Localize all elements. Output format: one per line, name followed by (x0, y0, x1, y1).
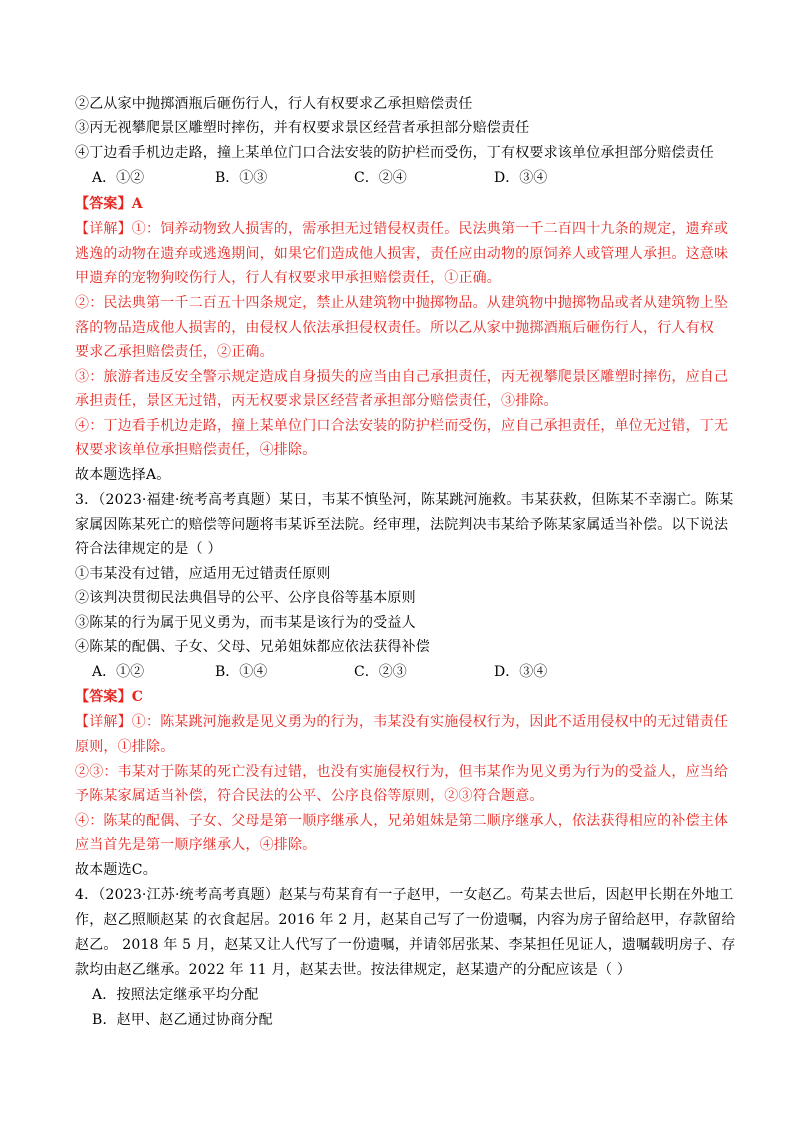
q3-analysis-line: 予陈某家属适当补偿，符合民法的公平、公序良俗等原则，②③符合题意。 (75, 788, 544, 804)
q2-analysis-line: 权要求该单位承担赔偿责任，④排除。 (75, 442, 317, 458)
q2-option-b: B．①③ (215, 170, 268, 186)
q3-option-b: B．①④ (215, 664, 268, 680)
q2-analysis-line: 落的物品造成他人损害的，由侵权人依法承担侵权责任。所以乙从家中抛掷酒瓶后砸伤行人，行人有权 (75, 320, 714, 336)
q4-stem-line: 款均由赵乙继承。2022 年 11 月，赵某去世。按法律规定，赵某遗产的分配应该是（ ） (75, 962, 632, 978)
q2-option-c: C．②④ (354, 170, 407, 186)
q4-option-a: A．按照法定继承平均分配 (92, 987, 259, 1003)
q3-item-3: ③陈某的行为属于见义勇为，而韦某是该行为的受益人 (75, 615, 416, 631)
q2-item-3: ③丙无视攀爬景区雕塑时摔伤，并有权要求景区经营者承担部分赔偿责任 (75, 120, 530, 136)
q4-stem-line: 赵乙。 2018 年 5 月，赵某又让人代写了一份遗嘱，并请邻居张某、李某担任见证人，遗嘱载明房子、存 (75, 937, 736, 953)
q2-analysis-line: 逃逸的动物在遗弃或逃逸期间，如果它们造成他人损害，责任应由动物的原饲养人或管理人承担。这意味 (75, 246, 729, 262)
q3-item-4: ④陈某的配偶、子女、父母、兄弟姐妹都应依法获得补偿 (75, 639, 430, 655)
q2-analysis-line: ②：民法典第一千二百五十四条规定，禁止从建筑物中抛掷物品。从建筑物中抛掷物品或者从建筑物上坠 (75, 295, 729, 311)
q3-item-2: ②该判决贯彻民法典倡导的公平、公序良俗等基本原则 (75, 590, 416, 606)
q3-stem-line: 3．（2023·福建·统考高考真题）某日，韦某不慎坠河，陈某跳河施救。韦某获救，但陈某不幸溺亡。陈某 (75, 492, 734, 508)
q2-conclusion: 故本题选择A。 (75, 467, 171, 483)
q2-item-2: ②乙从家中抛掷酒瓶后砸伤行人，行人有权要求乙承担赔偿责任 (75, 96, 473, 112)
q3-analysis-line: 应当首先是第一顺序继承人，④排除。 (75, 837, 317, 853)
q2-analysis-line: 甲遗弃的宠物狗咬伤行人，行人有权要求甲承担赔偿责任，①正确。 (75, 270, 501, 286)
q4-stem-line: 4．（2023·江苏·统考高考真题）赵某与苟某育有一子赵甲，一女赵乙。苟某去世后，因赵甲长期在外地工 (75, 887, 734, 903)
q4-stem-line: 作，赵乙照顺赵某 的衣食起居。2016 年 2 月，赵某自己写了一份遗嘱，内容为房子留给赵甲，存款留给 (75, 912, 736, 928)
q2-option-a: A．①② (92, 170, 145, 186)
q2-analysis-line: 承担责任，景区无过错，丙无权要求景区经营者承担部分赔偿责任，③排除。 (75, 393, 558, 409)
q2-analysis-line: ④：丁边看手机边走路，撞上某单位门口合法安装的防护栏而受伤，应自己承担责任，单位无过错，丁无 (75, 418, 729, 434)
q3-item-1: ①韦某没有过错，应适用无过错责任原则 (75, 566, 331, 582)
q3-analysis-line: ④：陈某的配偶、子女、父母是第一顺序继承人，兄弟姐妹是第二顺序继承人，依法获得相应的补偿主体 (75, 813, 729, 829)
q3-conclusion: 故本题选C。 (75, 862, 157, 878)
q3-option-d: D．③④ (494, 664, 548, 680)
q2-item-4: ④丁边看手机边走路，撞上某单位门口合法安装的防护栏而受伤，丁有权要求该单位承担部分赔偿责任 (75, 145, 714, 161)
q2-option-d: D．③④ (494, 170, 548, 186)
q3-option-a: A．①② (92, 664, 145, 680)
q3-analysis-line: 【详解】①：陈某跳河施救是见义勇为的行为，韦某没有实施侵权行为，因此不适用侵权中的无过错责任 (75, 714, 729, 730)
q2-answer: 【答案】A (75, 196, 143, 212)
q3-analysis-line: ②③：韦某对于陈某的死亡没有过错，也没有实施侵权行为，但韦某作为见义勇为行为的受益人，应当给 (75, 764, 729, 780)
q3-stem-line: 家属因陈某死亡的赔偿等问题将韦某诉至法院。经审理，法院判决韦某给予陈某家属适当补偿。以下说法 (75, 517, 729, 533)
q4-option-b: B．赵甲、赵乙通过协商分配 (92, 1012, 273, 1028)
q2-analysis-line: ③：旅游者违反安全警示规定造成自身损失的应当由自己承担责任，丙无视攀爬景区雕塑时摔伤，应自己 (75, 369, 729, 385)
q3-analysis-line: 原则，①排除。 (75, 739, 175, 755)
q2-analysis-line: 要求乙承担赔偿责任，②正确。 (75, 344, 274, 360)
q3-answer: 【答案】C (75, 689, 144, 705)
q3-option-c: C．②③ (354, 664, 407, 680)
q3-stem-line: 符合法律规定的是（ ） (75, 541, 222, 557)
q2-analysis-line: 【详解】①：饲养动物致人损害的，需承担无过错侵权责任。民法典第一千二百四十九条的规定，遗弃或 (75, 221, 729, 237)
